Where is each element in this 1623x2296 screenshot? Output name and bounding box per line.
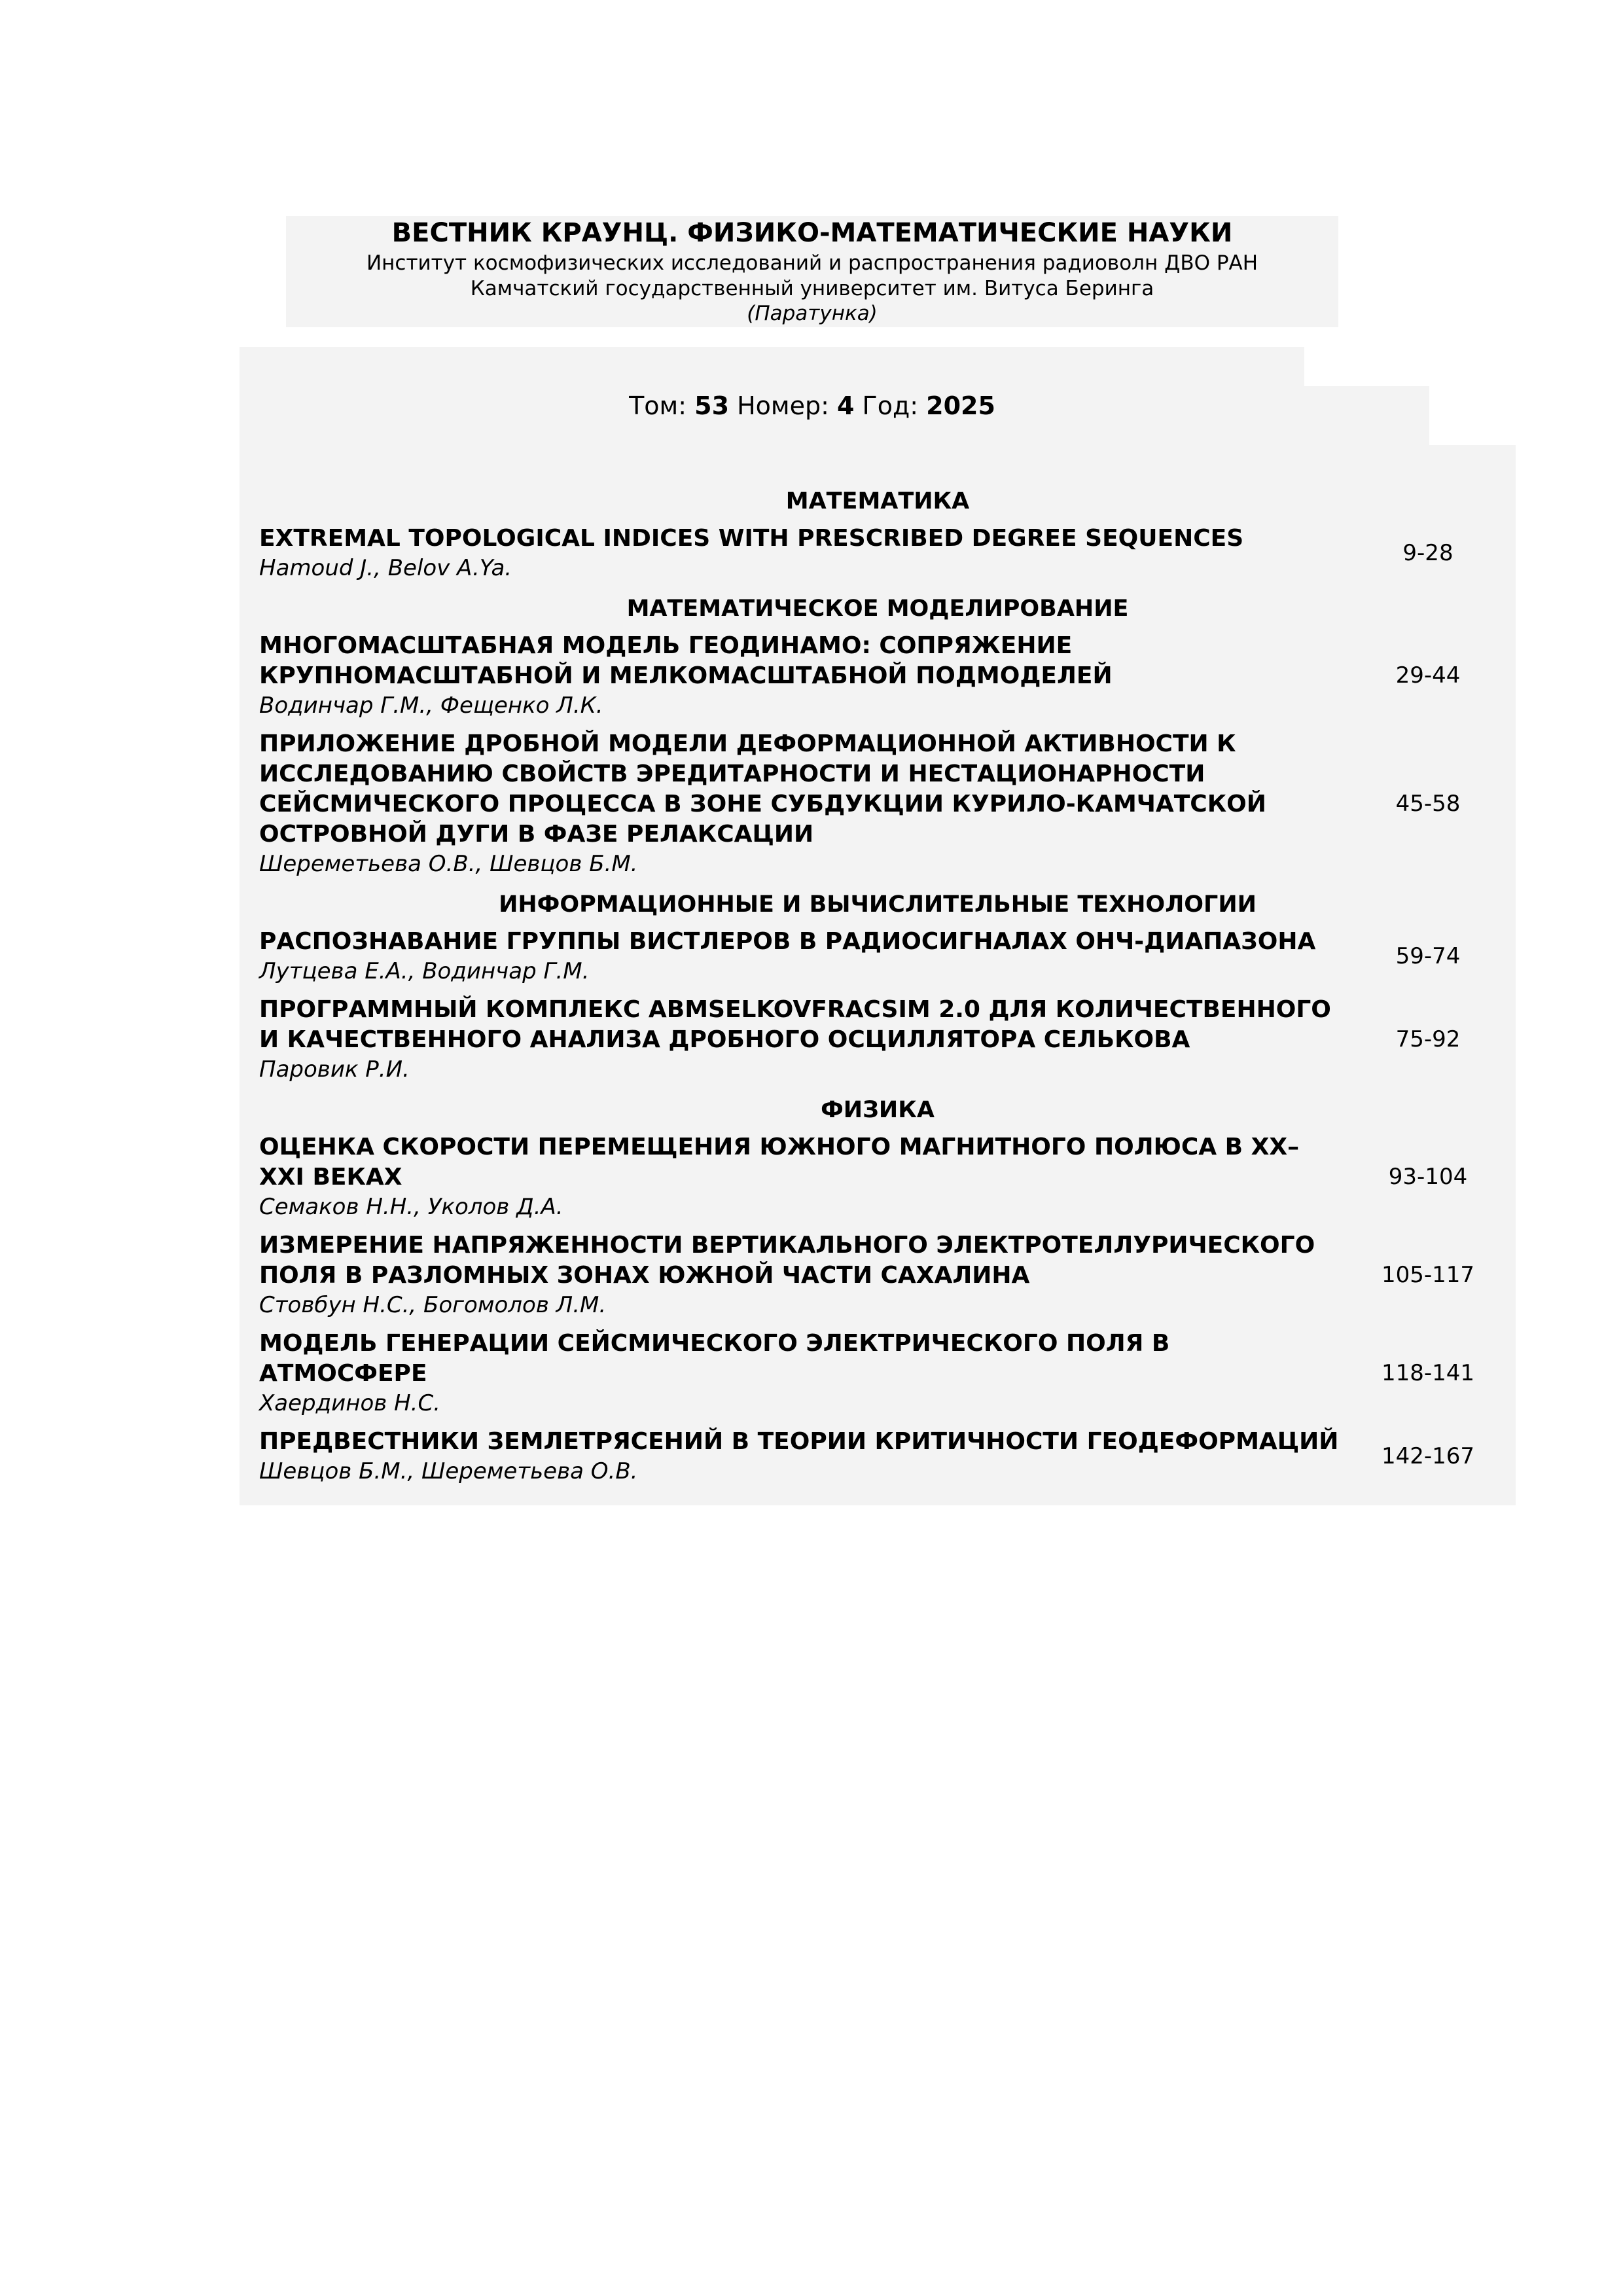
tom-value: 53 [694,391,730,420]
article-authors: Шевцов Б.М., Шереметьева О.В. [259,1458,638,1484]
location: (Паратунка) [747,302,878,325]
article-info [240,729,1340,878]
article-title: ПРОГРАММНЫЙ КОМПЛЕКС ABMSELKOVFRACSIM 2.0 ДЛЯ КОЛИЧЕСТВЕННОГО И КАЧЕСТВЕННОГО АНАЛИЗА ДРОБНОГО ОСЦИЛЛЯТОРА СЕЛЬКОВА [259,996,1331,1053]
article-authors: Hamoud J., Belov A.Ya. [259,555,512,581]
article-info [240,524,1340,583]
section-heading: МАТЕМАТИКА [785,488,970,514]
section-heading: ИНФОРМАЦИОННЫЕ И ВЫЧИСЛИТЕЛЬНЫЕ ТЕХНОЛОГИИ [499,891,1257,918]
section-heading: ФИЗИКА [821,1097,935,1123]
article-pages: 45-58 [1395,791,1461,817]
article-entry [240,1132,1516,1221]
institution-line-2: Камчатский государственный университет им. Витуса Беринга [470,277,1154,300]
nomer-label: Номер: [737,391,829,420]
article-entry [240,631,1516,720]
article-pages: 9-28 [1402,540,1454,566]
god-value: 2025 [926,391,995,420]
article-title: РАСПОЗНАВАНИЕ ГРУППЫ ВИСТЛЕРОВ В РАДИОСИГНАЛАХ ОНЧ-ДИАПАЗОНА [259,928,1316,955]
article-info [240,1329,1340,1418]
article-info [240,631,1340,720]
article-entry [240,729,1516,878]
nomer-value: 4 [837,391,855,420]
article-title: МОДЕЛЬ ГЕНЕРАЦИИ СЕЙСМИЧЕСКОГО ЭЛЕКТРИЧЕСКОГО ПОЛЯ В АТМОСФЕРЕ [259,1330,1170,1387]
article-pages: 29-44 [1395,662,1461,689]
article-pages: 75-92 [1395,1026,1461,1052]
article-authors: Хаердинов Н.С. [259,1390,441,1416]
article-authors: Шереметьева О.В., Шевцов Б.М. [259,851,638,877]
article-title: ПРИЛОЖЕНИЕ ДРОБНОЙ МОДЕЛИ ДЕФОРМАЦИОННОЙ АКТИВНОСТИ К ИССЛЕДОВАНИЮ СВОЙСТВ ЭРЕДИТАРНОСТИ И НЕСТАЦИОНАРНОСТИ СЕЙСМИЧЕСКОГО ПРОЦЕССА В ЗОНЕ СУБДУКЦИИ КУРИЛО-КАМЧАТСКОЙ ОСТРОВНОЙ ДУГИ В ФАЗЕ РЕЛАКСАЦИИ [259,730,1266,848]
article-info [240,1427,1340,1486]
article-authors: Водинчар Г.М., Фещенко Л.К. [259,692,603,719]
article-info [240,1230,1340,1319]
table-of-contents [240,484,1516,1495]
section-heading: МАТЕМАТИЧЕСКОЕ МОДЕЛИРОВАНИЕ [626,596,1129,622]
article-authors: Паровик Р.И. [259,1056,410,1083]
institution-line-1: Институт космофизических исследований и распространения радиоволн ДВО РАН [366,251,1258,275]
journal-title: ВЕСТНИК КРАУНЦ. ФИЗИКО-МАТЕМАТИЧЕСКИЕ НАУКИ [391,218,1233,248]
article-title: ИЗМЕРЕНИЕ НАПРЯЖЕННОСТИ ВЕРТИКАЛЬНОГО ЭЛЕКТРОТЕЛЛУРИЧЕСКОГО ПОЛЯ В РАЗЛОМНЫХ ЗОНАХ ЮЖНОЙ ЧАСТИ САХАЛИНА [259,1232,1315,1289]
article-title: ОЦЕНКА СКОРОСТИ ПЕРЕМЕЩЕНИЯ ЮЖНОГО МАГНИТНОГО ПОЛЮСА В XX–XXI ВЕКАХ [259,1134,1300,1191]
article-entry [240,995,1516,1084]
article-authors: Семаков Н.Н., Уколов Д.А. [259,1194,563,1220]
article-pages: 93-104 [1388,1164,1468,1190]
article-title: МНОГОМАСШТАБНАЯ МОДЕЛЬ ГЕОДИНАМО: СОПРЯЖЕНИЕ КРУПНОМАСШТАБНОЙ И МЕЛКОМАСШТАБНОЙ ПОДМОДЕЛЕЙ [259,632,1113,689]
article-info [240,927,1340,986]
article-entry [240,1230,1516,1319]
article-pages: 118-141 [1381,1360,1475,1386]
article-pages: 142-167 [1381,1443,1475,1469]
article-info [240,995,1340,1084]
article-authors: Стовбун Н.С., Богомолов Л.М. [259,1292,607,1318]
article-pages: 105-117 [1381,1262,1475,1288]
article-entry [240,524,1516,583]
article-title: EXTREMAL TOPOLOGICAL INDICES WITH PRESCRIBED DEGREE SEQUENCES [259,525,1244,552]
tom-label: Том: [629,391,687,420]
article-entry [240,1329,1516,1418]
article-entry [240,1427,1516,1486]
article-info [240,1132,1340,1221]
article-title: ПРЕДВЕСТНИКИ ЗЕМЛЕТРЯСЕНИЙ В ТЕОРИИ КРИТИЧНОСТИ ГЕОДЕФОРМАЦИЙ [259,1428,1339,1455]
article-authors: Лутцева Е.А., Водинчар Г.М. [259,958,590,984]
god-label: Год: [862,391,919,420]
article-entry [240,927,1516,986]
volume-issue-year [286,391,1338,420]
article-pages: 59-74 [1395,943,1461,969]
